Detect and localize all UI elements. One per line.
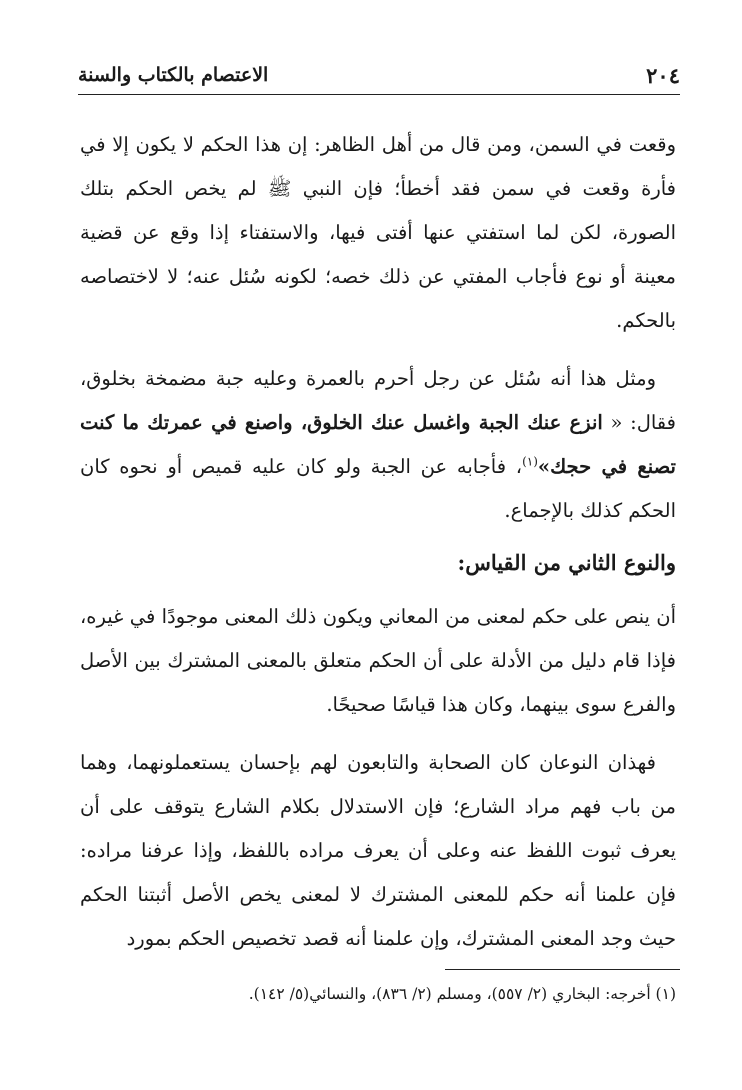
hadith-quote-close: » — [537, 455, 551, 478]
footnote-divider — [445, 969, 680, 970]
paragraph-1: وقعت في السمن، ومن قال من أهل الظاهر: إن هذا الحكم لا يكون إلا في فأرة وقعت في سمن فقد أخطأ؛ فإن النبي ﷺ لم يخص الحكم بتلك الصورة، لكن لما استفتي عنها أفتى فيها، والاستفتاء إذا وقع عن قضية معينة أو نوع فأجاب المفتي عن ذلك خصه؛ لكونه سُئل عنه؛ لا لاختصاصه بالحكم. — [80, 133, 676, 332]
paragraph-2-intro: ومثل هذا أنه سُئل عن رجل أحرم بالعمرة وعليه جبة مضمخة بخلوق، فقال: « — [80, 367, 676, 434]
footnote: (١) أخرجه: البخاري (٢/ ٥٥٧)، ومسلم (٢/ ٨٣٦)، والنسائي(٥/ ١٤٢). — [248, 985, 676, 1003]
footnote-reference: (١) — [522, 454, 538, 469]
page-number: ٢٠٤ — [646, 62, 680, 88]
paragraph-4: فهذان النوعان كان الصحابة والتابعون لهم بإحسان يستعملونهما، وهما من باب فهم مراد الشارع؛ فإن الاستدلال بكلام الشارع يتوقف على أن يعرف ثبوت اللفظ عنه وعلى أن يعرف مراده باللفظ، وإذا عرفنا مراده: فإن علمنا أنه حكم للمعنى المشترك لا لمعنى يخص الأصل أثبتنا الحكم حيث وجد المعنى المشترك، وإن علمنا أنه قصد تخصيص الحكم بمورد — [80, 751, 676, 950]
page-body — [80, 123, 676, 961]
hadith-quote: انزع عنك الجبة واغسل عنك الخلوق، واصنع في عمرتك ما كنت تصنع في حجك — [80, 411, 676, 478]
paragraph-3: أن ينص على حكم لمعنى من المعاني ويكون ذلك المعنى موجودًا في غيره، فإذا قام دليل من الأدلة على أن الحكم متعلق بالمعنى المشترك بين الأصل والفرع سوى بينهما، وكان هذا قياسًا صحيحًا. — [80, 605, 676, 716]
section-heading: والنوع الثاني من القياس: — [457, 550, 676, 575]
paragraph-2-rest: ، فأجابه عن الجبة ولو كان عليه قميص أو نحوه كان الحكم كذلك بالإجماع. — [80, 455, 676, 522]
book-title: الاعتصام بالكتاب والسنة — [78, 64, 269, 86]
page-header — [78, 60, 680, 90]
paragraph-2 — [80, 357, 676, 533]
header-divider — [78, 94, 680, 95]
